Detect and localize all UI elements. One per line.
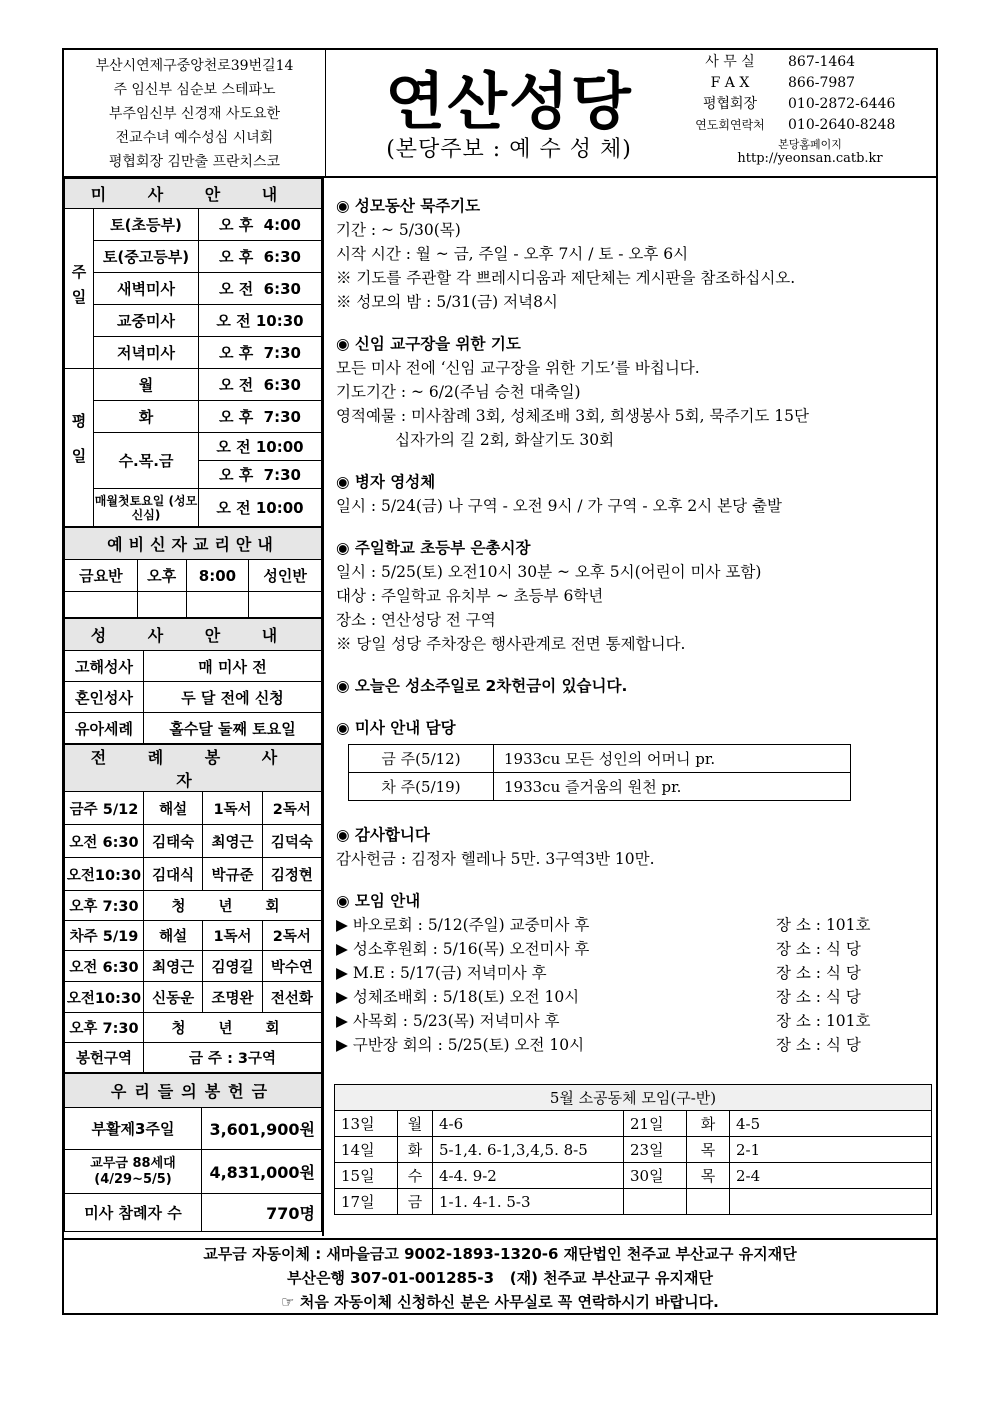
- homepage-label: 본당홈페이지: [778, 138, 842, 151]
- contact-value: 866-7987: [788, 75, 856, 91]
- bulletin-subtitle: (본당주보 : 예 수 성 체): [386, 137, 632, 162]
- offerings-table: [64, 1073, 322, 1232]
- sg-groups: 2-1: [730, 1137, 932, 1163]
- sg-date: [624, 1189, 687, 1215]
- sg-date: 15일: [335, 1163, 398, 1189]
- notices-column: [336, 186, 936, 1057]
- sg-day: 월: [398, 1111, 433, 1137]
- server-name: 박규준: [203, 858, 262, 891]
- attendance-count: 770명: [202, 1194, 322, 1232]
- mass-name: 매월첫토요일 (성모신심): [94, 489, 199, 527]
- contact-row: [682, 52, 938, 73]
- sg-day: [687, 1189, 730, 1215]
- mass-time: 오 전 6:30: [199, 273, 322, 305]
- servers-week: 금주 5/12: [65, 792, 144, 825]
- server-name: 조명완: [203, 982, 262, 1013]
- meeting-info: ▶ 구반장 회의 : 5/25(토) 오전 10시: [336, 1036, 585, 1054]
- sg-groups: 4-5: [730, 1111, 932, 1137]
- notice-line: 장소 : 연산성당 전 구역: [336, 611, 496, 629]
- notice-heading: ◉ 성모동산 묵주기도: [336, 197, 481, 215]
- sister: 전교수녀 예수성심 시녀회: [115, 130, 274, 146]
- meeting-row: [336, 985, 936, 1009]
- meeting-row: [336, 937, 936, 961]
- mass-name: 교중미사: [94, 305, 199, 337]
- mass-name: 월: [94, 369, 199, 401]
- contact-value: 010-2872-6446: [788, 96, 896, 112]
- contact-label: F A X: [710, 75, 750, 91]
- servers-mass: 오전10:30: [65, 858, 144, 891]
- mass-name: 화: [94, 401, 199, 433]
- mass-time: 오 전 6:30: [199, 369, 322, 401]
- mass-time: 오 전 10:30: [199, 305, 322, 337]
- servers-mass: 오전 6:30: [65, 951, 144, 982]
- sg-groups: 2-4: [730, 1163, 932, 1189]
- guide-week: 금 주(5/12): [349, 745, 494, 773]
- notice-line: 십자가의 길 2회, 화살기도 30회: [336, 431, 615, 449]
- servers-week: 차주 5/19: [65, 921, 144, 951]
- mass-schedule-title: 미 사 안 내: [65, 179, 322, 209]
- meeting-row: [336, 1009, 936, 1033]
- sg-date: 23일: [624, 1137, 687, 1163]
- class-day: 금요반: [65, 560, 138, 592]
- notice-line: ※ 당일 성당 주차장은 행사관계로 전면 통제합니다.: [336, 635, 686, 653]
- assistant-pastor: 부주임신부 신경재 사도요한: [108, 106, 281, 122]
- offering-amount: 4,831,000원: [202, 1150, 322, 1194]
- liturgy-servers-table: [64, 744, 322, 1073]
- mass-guide-table: [348, 744, 851, 801]
- mass-schedule-table: [64, 178, 322, 527]
- mass-time: 오 전 10:00: [199, 489, 322, 527]
- contact-row: [682, 73, 938, 94]
- meeting-place: 장 소 : 식 당: [776, 964, 861, 982]
- server-name: 김정현: [262, 858, 321, 891]
- notice-heading: ◉ 오늘은 성소주일로 2차헌금이 있습니다.: [336, 677, 628, 695]
- notice-heading: ◉ 신임 교구장을 위한 기도: [336, 335, 521, 353]
- footer-line: 교무금 자동이체 : 새마을금고 9002-1893-1320-6 재단법인 천주교 부산교구 유지재단: [203, 1245, 797, 1263]
- offering-label: 교무금 88세대 (4/29~5/5): [65, 1150, 202, 1194]
- sacrament-info: 두 달 전에 신청: [144, 682, 322, 713]
- mass-time: 오 후 7:30: [199, 401, 322, 433]
- mass-time: 오 후 7:30: [199, 461, 322, 489]
- contact-row: [682, 94, 938, 115]
- empty-cell: [65, 592, 138, 618]
- guide-group: 1933cu 모든 성인의 어머니 pr.: [494, 745, 851, 773]
- small-groups-title: 5월 소공동체 모임(구-반): [335, 1085, 932, 1111]
- notice-line: 기간 : ~ 5/30(목): [336, 221, 461, 239]
- meeting-info: ▶ M.E : 5/17(금) 저녁미사 후: [336, 964, 547, 982]
- servers-role: 1독서: [203, 921, 262, 951]
- server-name: 김대식: [144, 858, 203, 891]
- meeting-info: ▶ 성소후원회 : 5/16(목) 오전미사 후: [336, 940, 590, 958]
- sacrament-info: 홀수달 둘째 토요일: [144, 713, 322, 744]
- notice-line: ※ 성모의 밤 : 5/31(금) 저녁8시: [336, 293, 558, 311]
- parish-title: 연산성당: [385, 65, 633, 138]
- servers-title: 전 례 봉 사 자: [65, 745, 322, 792]
- sacraments-table: [64, 618, 322, 744]
- bulletin-page: [62, 48, 938, 1315]
- notice-heading: ◉ 병자 영성체: [336, 473, 436, 491]
- sunday-label: 주일: [65, 209, 94, 369]
- class-type: 성인반: [249, 560, 322, 592]
- mass-time: 오 전 10:00: [199, 433, 322, 461]
- servers-role: 2독서: [262, 921, 321, 951]
- servers-role: 1독서: [203, 792, 262, 825]
- sg-groups: 5-1,4. 6-1,3,4,5. 8-5: [433, 1137, 624, 1163]
- guide-week: 차 주(5/19): [349, 773, 494, 801]
- mass-name: 저녁미사: [94, 337, 199, 369]
- meeting-row: [336, 1033, 936, 1057]
- meeting-place: 장 소 : 101호: [776, 1012, 871, 1030]
- address: 부산시연제구중앙천로39번길14: [95, 58, 294, 74]
- offering-area-value: 금 주 : 3구역: [144, 1043, 322, 1073]
- guide-group: 1933cu 즐거움의 원천 pr.: [494, 773, 851, 801]
- notice-heading: ◉ 감사합니다: [336, 826, 430, 844]
- sacraments-title: 성 사 안 내: [65, 619, 322, 651]
- notice-line: 일시 : 5/24(금) 나 구역 - 오전 9시 / 가 구역 - 오후 2시 본당 출발: [336, 497, 782, 515]
- notice-line: 모든 미사 전에 ‘신임 교구장을 위한 기도’를 바칩니다.: [336, 359, 700, 377]
- contact-row: [682, 115, 938, 136]
- catechumen-title: 예비신자교리안내: [65, 528, 322, 560]
- offering-area-label: 봉헌구역: [65, 1043, 144, 1073]
- meeting-info: ▶ 성체조배회 : 5/18(토) 오전 10시: [336, 988, 580, 1006]
- notice-line: 일시 : 5/25(토) 오전10시 30분 ~ 오후 5시(어린이 미사 포함): [336, 563, 762, 581]
- empty-cell: [186, 592, 249, 618]
- contact-label: 연도회연락처: [695, 118, 765, 132]
- notice-line: 감사헌금 : 김정자 헬레나 5만. 3구역3반 10만.: [336, 850, 655, 868]
- contact-value: 010-2640-8248: [788, 117, 896, 133]
- servers-mass: 오전10:30: [65, 982, 144, 1013]
- sg-date: 30일: [624, 1163, 687, 1189]
- notice-line: 시작 시간 : 월 ~ 금, 주일 - 오후 7시 / 토 - 오후 6시: [336, 245, 689, 263]
- servers-mass: 오후 7:30: [65, 1013, 144, 1043]
- sg-day: 수: [398, 1163, 433, 1189]
- server-name: 전선화: [262, 982, 321, 1013]
- servers-mass: 오전 6:30: [65, 825, 144, 858]
- footer-line: 부산은행 307-01-001285-3 (재) 천주교 부산교구 유지재단: [286, 1269, 714, 1287]
- sg-date: 17일: [335, 1189, 398, 1215]
- small-groups-section: [334, 1084, 932, 1215]
- notice-heading: ◉ 모임 안내: [336, 892, 421, 910]
- notice-line: 기도기간 : ~ 6/2(주님 승천 대축일): [336, 383, 581, 401]
- sg-groups: 1-1. 4-1. 5-3: [433, 1189, 624, 1215]
- empty-cell: [249, 592, 322, 618]
- weekday-label: 평일: [65, 369, 94, 527]
- sg-groups: [730, 1189, 932, 1215]
- sacrament-name: 혼인성사: [65, 682, 144, 713]
- sg-groups: 4-4. 9-2: [433, 1163, 624, 1189]
- notice-heading: ◉ 미사 안내 담당: [336, 719, 456, 737]
- sg-day: 금: [398, 1189, 433, 1215]
- servers-role: 2독서: [262, 792, 321, 825]
- sg-date: 14일: [335, 1137, 398, 1163]
- offering-label: 미사 참례자 수: [65, 1194, 202, 1232]
- sg-groups: 4-6: [433, 1111, 624, 1137]
- servers-mass: 오후 7:30: [65, 891, 144, 921]
- sacrament-name: 유아세례: [65, 713, 144, 744]
- server-name: 신동운: [144, 982, 203, 1013]
- pastor: 주 임신부 심순보 스테파노: [113, 82, 276, 98]
- server-group: 청 년 회: [144, 1013, 322, 1043]
- mass-name: 토(중고등부): [94, 241, 199, 273]
- offering-label: 부활제3주일: [65, 1108, 202, 1150]
- contact-value: 867-1464: [788, 54, 856, 70]
- homepage-link[interactable]: http://yeonsan.catb.kr: [737, 151, 883, 166]
- class-time: 8:00: [186, 560, 249, 592]
- servers-role: 해설: [144, 792, 203, 825]
- meeting-row: [336, 913, 936, 937]
- contact-label: 평협회장: [702, 96, 758, 112]
- server-name: 김태숙: [144, 825, 203, 858]
- sg-day: 화: [687, 1111, 730, 1137]
- notice-line: 대상 : 주일학교 유치부 ~ 초등부 6학년: [336, 587, 604, 605]
- small-groups-table: [334, 1084, 932, 1215]
- mass-name: 새벽미사: [94, 273, 199, 305]
- server-name: 최영근: [144, 951, 203, 982]
- meeting-place: 장 소 : 식 당: [776, 988, 861, 1006]
- server-name: 박수연: [262, 951, 321, 982]
- notice-line: ※ 기도를 주관할 각 쁘레시디움과 제단체는 게시판을 참조하십시오.: [336, 269, 796, 287]
- notice-line: 영적예물 : 미사참례 3회, 성체조배 3회, 희생봉사 5회, 묵주기도 15단: [336, 407, 810, 425]
- server-name: 김덕숙: [262, 825, 321, 858]
- server-name: 김영길: [203, 951, 262, 982]
- meeting-place: 장 소 : 식 당: [776, 1036, 861, 1054]
- meeting-info: ▶ 바오로회 : 5/12(주일) 교중미사 후: [336, 916, 590, 934]
- server-name: 최영근: [203, 825, 262, 858]
- sg-day: 목: [687, 1163, 730, 1189]
- contact-label: 사 무 실: [705, 54, 755, 70]
- offering-amount: 3,601,900원: [202, 1108, 322, 1150]
- mass-name: 수.목.금: [94, 433, 199, 489]
- sg-day: 목: [687, 1137, 730, 1163]
- parish-staff-info: [64, 50, 326, 176]
- catechumen-table: [64, 527, 322, 618]
- sg-day: 화: [398, 1137, 433, 1163]
- footer-line: ☞ 처음 자동이체 신청하신 분은 사무실로 꼭 연락하시기 바랍니다.: [281, 1293, 719, 1311]
- sacrament-name: 고해성사: [65, 651, 144, 682]
- sg-date: 13일: [335, 1111, 398, 1137]
- sg-date: 21일: [624, 1111, 687, 1137]
- contact-info: [682, 52, 938, 166]
- meeting-place: 장 소 : 식 당: [776, 940, 861, 958]
- mass-time: 오 후 7:30: [199, 337, 322, 369]
- meeting-row: [336, 961, 936, 985]
- sacrament-info: 매 미사 전: [144, 651, 322, 682]
- servers-role: 해설: [144, 921, 203, 951]
- left-column: [64, 178, 324, 1236]
- meeting-info: ▶ 사목회 : 5/23(목) 저녁미사 후: [336, 1012, 560, 1030]
- footer-bank-info: [64, 1242, 936, 1314]
- offerings-title: 우리들의봉헌금: [65, 1074, 322, 1108]
- meeting-place: 장 소 : 101호: [776, 916, 871, 934]
- mass-time: 오 후 4:00: [199, 209, 322, 241]
- notice-heading: ◉ 주일학교 초등부 은총시장: [336, 539, 531, 557]
- server-group: 청 년 회: [144, 891, 322, 921]
- empty-cell: [137, 592, 186, 618]
- mass-name: 토(초등부): [94, 209, 199, 241]
- council-president: 평협회장 김만출 프란치스코: [108, 154, 281, 170]
- mass-time: 오 후 6:30: [199, 241, 322, 273]
- class-ampm: 오후: [137, 560, 186, 592]
